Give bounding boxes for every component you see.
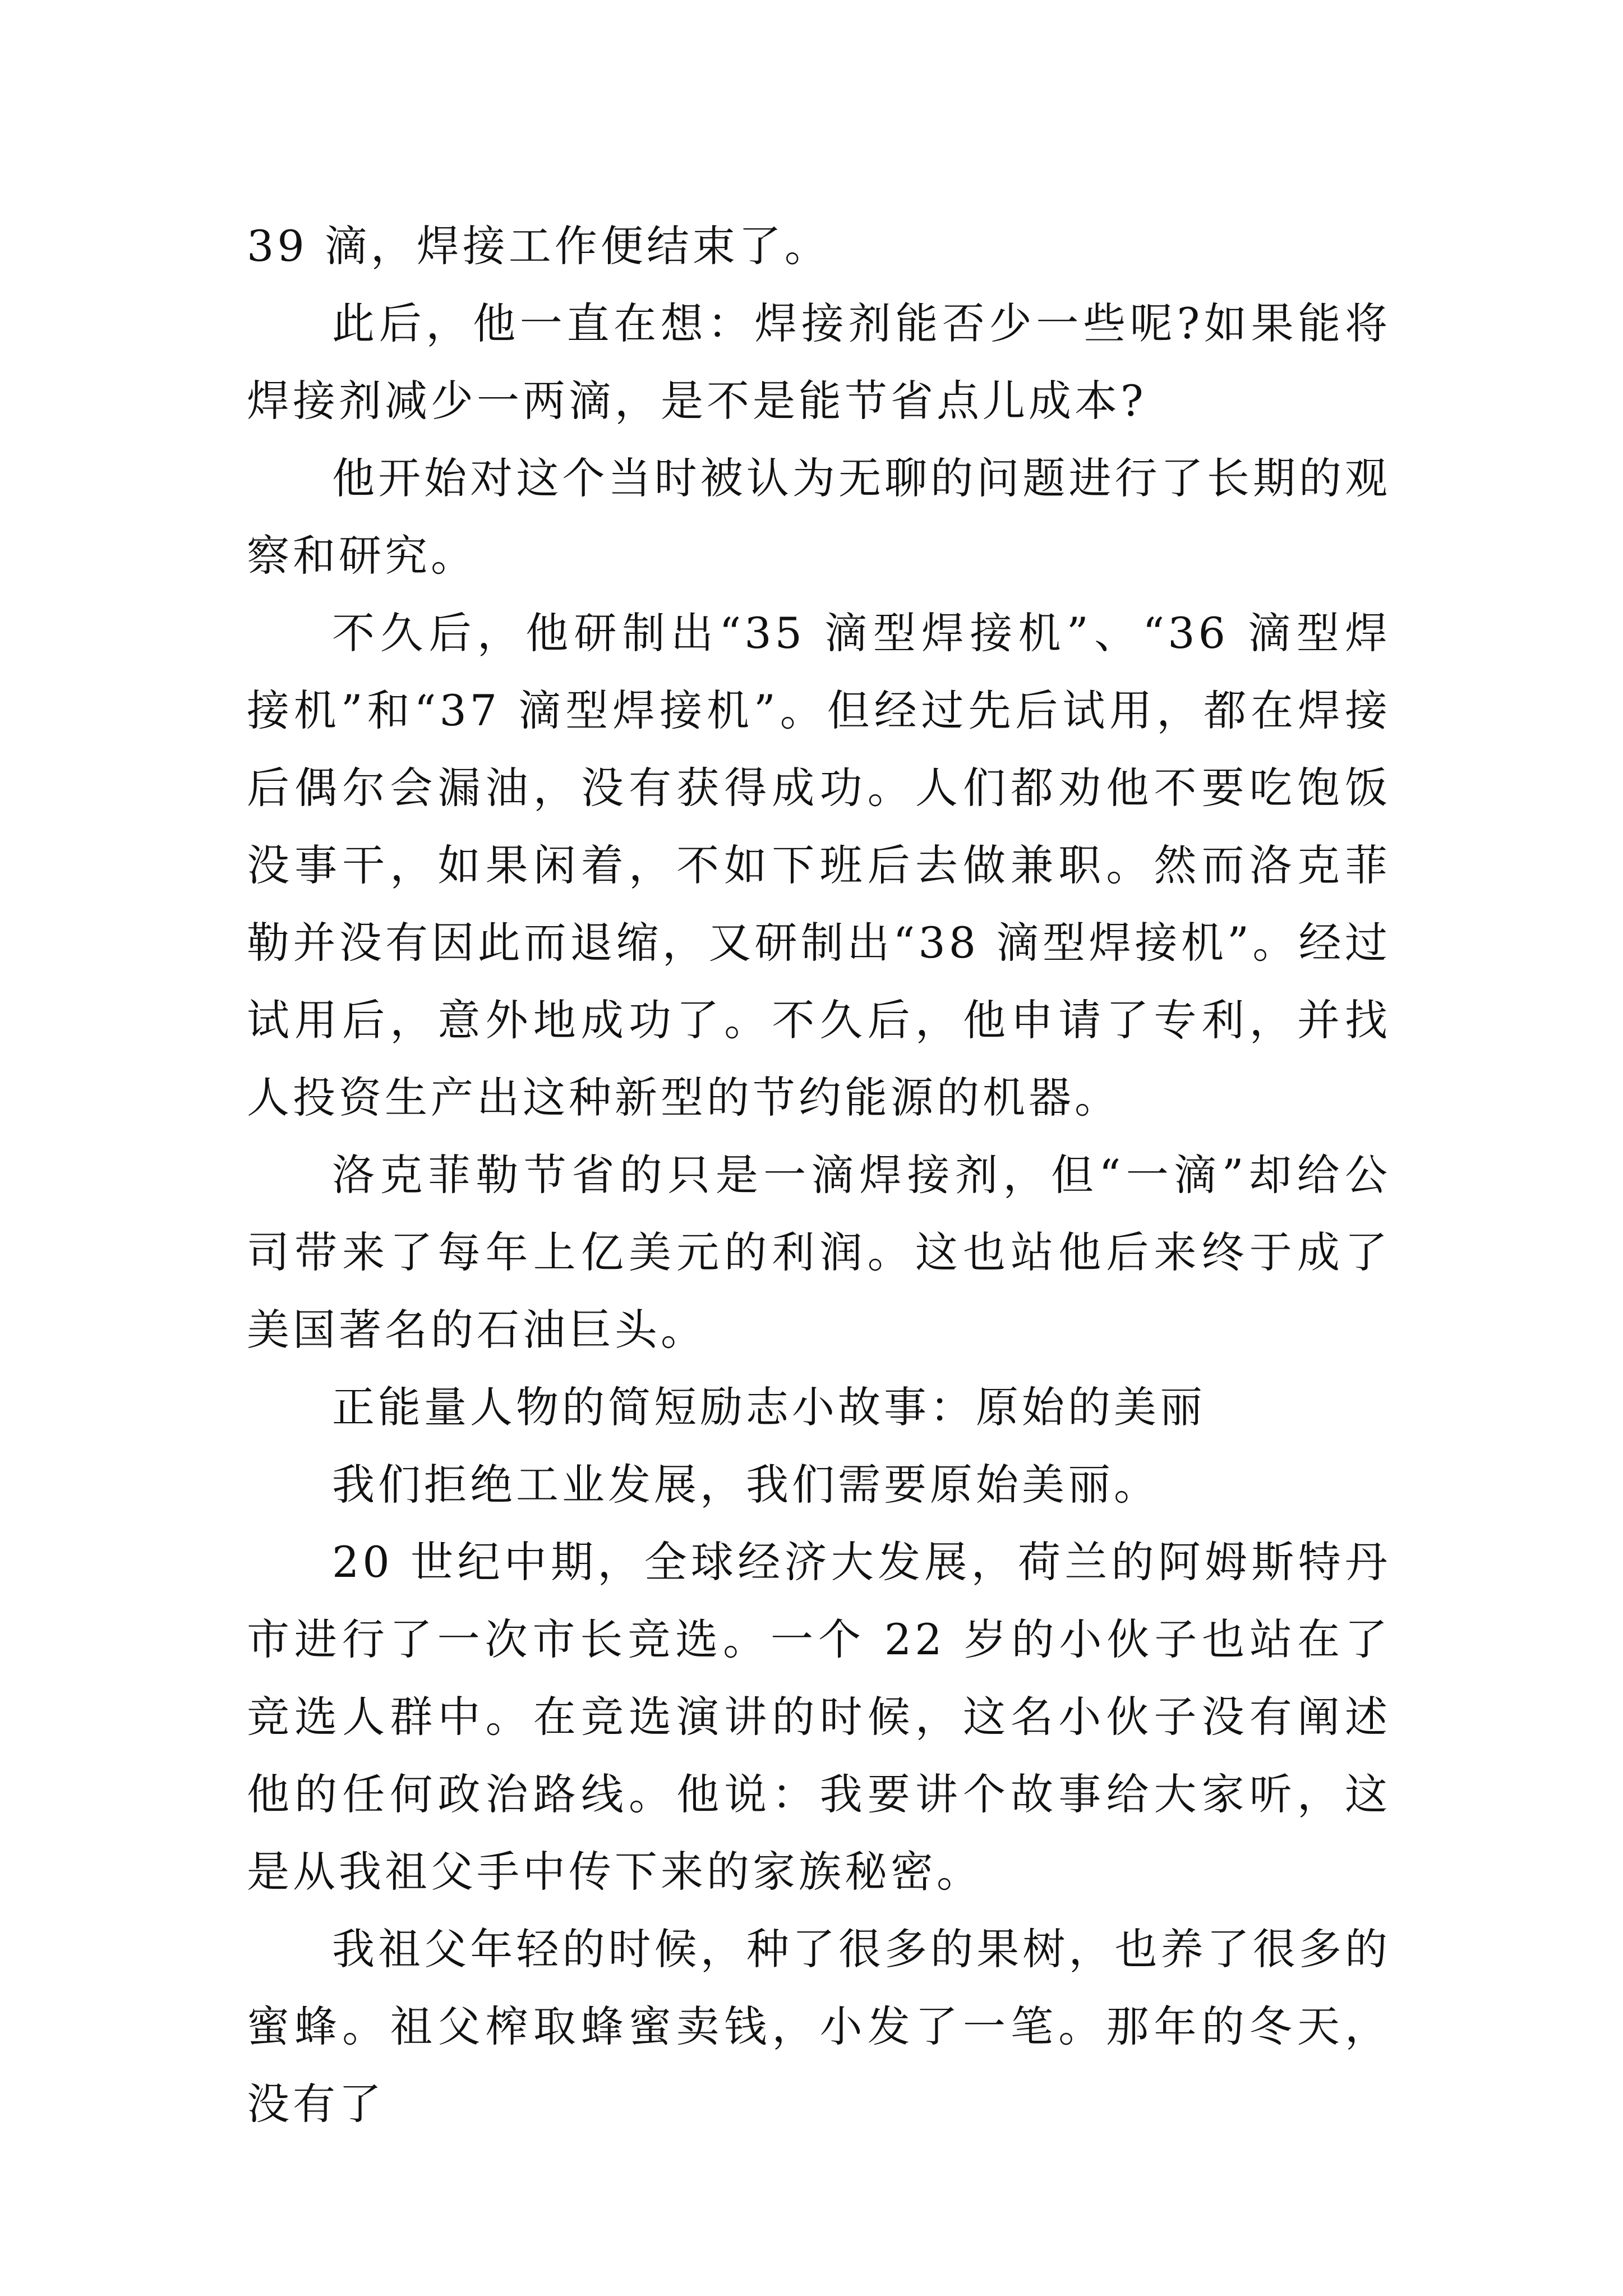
paragraph: 不久后，他研制出“35 滴型焊接机”、“36 滴型焊接机”和“37 滴型焊接机”。但经过先后试用，都在焊接后偶尔会漏油，没有获得成功。人们都劝他不要吃饱饭没事干，如果闲着，不如下班后去做兼职。然而洛克菲勒并没有因此而退缩，又研制出“38 滴型焊接机”。经过试用后，意外地成功了。不久后，他申请了专利，并找人投资生产出这种新型的节约能源的机器。: [247, 608, 1391, 1122]
paragraph: 我们拒绝工业发展，我们需要原始美丽。: [332, 1460, 1160, 1510]
paragraph: 洛克菲勒节省的只是一滴焊接剂，但“一滴”却给公司带来了每年上亿美元的利润。这也站他后来终于成了美国著名的石油巨头。: [247, 1150, 1391, 1355]
paragraph: 他开始对这个当时被认为无聊的问题进行了长期的观察和研究。: [247, 453, 1391, 581]
document-body: [247, 208, 1391, 2143]
section-heading: 正能量人物的简短励志小故事：原始的美丽: [332, 1382, 1206, 1432]
paragraph: 我祖父年轻的时候，种了很多的果树，也养了很多的蜜蜂。祖父榨取蜂蜜卖钱，小发了一笔。那年的冬天，没有了: [247, 1924, 1391, 2129]
paragraph: 20 世纪中期，全球经济大发展，荷兰的阿姆斯特丹市进行了一次市长竞选。一个 22 岁的小伙子也站在了竞选人群中。在竞选演讲的时候，这名小伙子没有阐述他的任何政治路线。他说：我要讲个故事给大家听，这是从我祖父手中传下来的家族秘密。: [247, 1537, 1391, 1897]
paragraph-continuation: 39 滴，焊接工作便结束了。: [247, 221, 831, 271]
paragraph: 此后，他一直在想：焊接剂能否少一些呢?如果能将焊接剂减少一两滴，是不是能节省点儿成本?: [247, 298, 1391, 426]
